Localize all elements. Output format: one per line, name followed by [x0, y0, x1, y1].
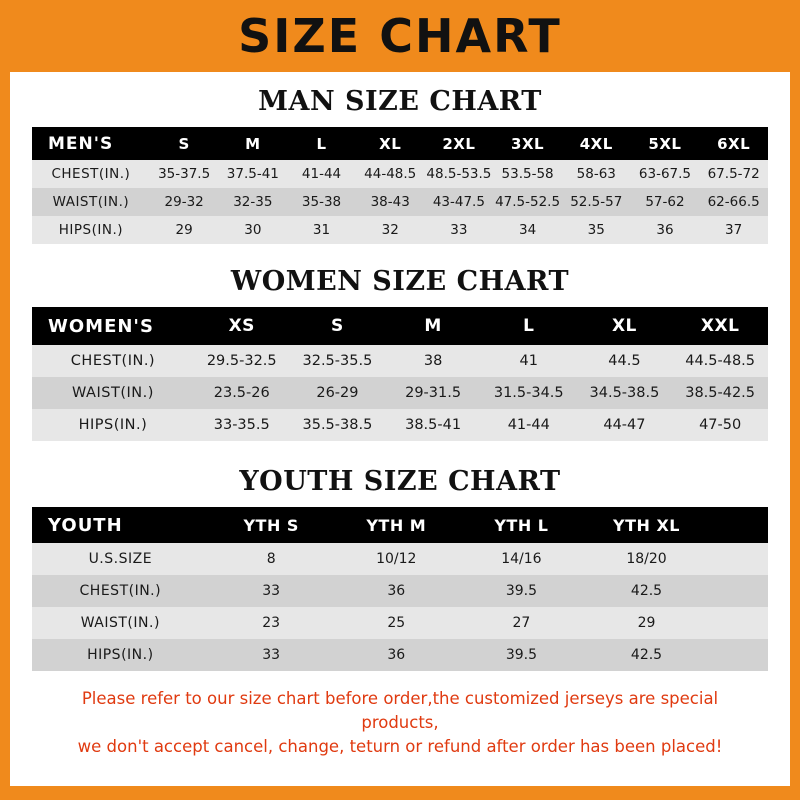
- col-header: YTH M: [366, 515, 427, 535]
- cell: 44.5-48.5: [685, 353, 756, 369]
- cell: 14/16: [501, 551, 542, 567]
- cell: 29-31.5: [405, 385, 462, 401]
- table-header-row: [32, 507, 768, 543]
- cell: 31: [312, 222, 331, 238]
- row-label: CHEST(IN.): [51, 166, 131, 182]
- cell: 39.5: [505, 647, 537, 663]
- row-label: WAIST(IN.): [52, 194, 130, 210]
- col-header: M: [424, 316, 442, 336]
- table-row: [32, 607, 768, 639]
- cell-spacer: [709, 575, 768, 607]
- table-row: [32, 639, 768, 671]
- cell: 23.5-26: [213, 385, 270, 401]
- col-header: XL: [611, 316, 637, 336]
- man-size-table: [32, 127, 768, 244]
- row-label: CHEST(IN.): [79, 583, 162, 599]
- cell: 10/12: [376, 551, 417, 567]
- row-label: HIPS(IN.): [87, 647, 154, 663]
- col-header: S: [331, 316, 344, 336]
- cell: 42.5: [630, 647, 663, 663]
- cell: 58-63: [576, 166, 616, 182]
- col-header: YTH S: [243, 515, 299, 535]
- cell: 44-47: [603, 417, 646, 433]
- cell: 35.5-38.5: [302, 417, 373, 433]
- table-row: [32, 216, 768, 244]
- cell: 32.5-35.5: [302, 353, 373, 369]
- page-title: SIZE CHART: [238, 9, 562, 63]
- bottom-accent-bar: [0, 786, 800, 800]
- col-header: M: [245, 134, 261, 153]
- cell: 38.5-42.5: [685, 385, 756, 401]
- cell: 30: [244, 222, 262, 238]
- cell: 26-29: [316, 385, 359, 401]
- cell: 35: [587, 222, 605, 238]
- cell: 29.5-32.5: [206, 353, 277, 369]
- women-section-title: WOMEN SIZE CHART: [230, 266, 570, 297]
- cell: 39.5: [505, 583, 537, 599]
- cell: 57-62: [645, 194, 685, 210]
- women-size-table: [32, 307, 768, 441]
- col-header: 3XL: [511, 134, 545, 153]
- col-header: XL: [379, 134, 402, 153]
- cell: 38-43: [370, 194, 410, 210]
- cell: 34: [518, 222, 537, 238]
- header-bar: [0, 0, 800, 72]
- cell: 34.5-38.5: [589, 385, 660, 401]
- cell: 47-50: [699, 417, 742, 433]
- cell: 41: [519, 353, 538, 369]
- cell: 33: [262, 647, 281, 663]
- col-header: YOUTH: [48, 514, 123, 536]
- cell: 33: [262, 583, 281, 599]
- cell: 53.5-58: [501, 166, 554, 182]
- row-label: HIPS(IN.): [58, 222, 124, 238]
- cell: 44-48.5: [364, 166, 417, 182]
- table-row: [32, 377, 768, 409]
- col-header-spacer: [709, 507, 768, 543]
- table-row: [32, 188, 768, 216]
- cell: 36: [387, 583, 406, 599]
- footer-note-line-2: we don't accept cancel, change, teturn or refund after order has been placed!: [77, 736, 723, 756]
- col-header: MEN'S: [48, 133, 114, 154]
- col-header: 2XL: [442, 134, 476, 153]
- cell: 32: [381, 222, 399, 238]
- cell-spacer: [709, 607, 768, 639]
- footer-note-line-1: Please refer to our size chart before order,the customized jerseys are special products,: [81, 689, 719, 732]
- cell: 29-32: [164, 194, 204, 210]
- cell: 37: [725, 222, 743, 238]
- row-label: CHEST(IN.): [70, 353, 156, 369]
- col-header: L: [316, 134, 327, 153]
- cell: 18/20: [626, 551, 667, 567]
- col-header: 6XL: [717, 134, 751, 153]
- col-header: L: [523, 316, 535, 336]
- cell: 38: [423, 353, 443, 369]
- cell: 33: [450, 222, 468, 238]
- cell: 35-38: [301, 194, 342, 210]
- cell: 44.5: [608, 353, 641, 369]
- col-header: 4XL: [579, 134, 613, 153]
- footer-note: [32, 687, 768, 759]
- col-header: XXL: [700, 316, 740, 336]
- cell: 25: [387, 615, 406, 631]
- cell: 52.5-57: [570, 194, 623, 210]
- table-header-row: [32, 307, 768, 345]
- table-row: [32, 160, 768, 188]
- row-label: WAIST(IN.): [80, 615, 160, 631]
- cell: 62-66.5: [707, 194, 760, 210]
- col-header: 5XL: [648, 134, 682, 153]
- cell: 47.5-52.5: [495, 194, 561, 210]
- cell: 33-35.5: [213, 417, 270, 433]
- cell: 36: [656, 222, 674, 238]
- content-area: [10, 86, 790, 759]
- cell: 36: [387, 647, 406, 663]
- cell: 42.5: [630, 583, 663, 599]
- col-header: YTH L: [494, 515, 549, 535]
- cell: 29: [175, 222, 193, 238]
- col-header: YTH XL: [613, 515, 680, 535]
- row-label: WAIST(IN.): [72, 385, 154, 401]
- cell: 23: [262, 615, 281, 631]
- cell: 43-47.5: [432, 194, 485, 210]
- cell: 27: [512, 615, 531, 631]
- cell: 35-37.5: [158, 166, 211, 182]
- youth-section-title: YOUTH SIZE CHART: [239, 466, 561, 497]
- cell: 41-44: [507, 417, 550, 433]
- table-header-row: [32, 127, 768, 160]
- row-label: U.S.SIZE: [88, 551, 153, 567]
- cell: 29: [637, 615, 656, 631]
- table-row: [32, 543, 768, 575]
- cell-spacer: [709, 639, 768, 671]
- col-header: S: [178, 134, 190, 153]
- cell: 38.5-41: [405, 417, 462, 433]
- man-section-title: MAN SIZE CHART: [258, 86, 542, 117]
- cell: 37.5-41: [226, 166, 279, 182]
- cell-spacer: [709, 543, 768, 575]
- youth-size-table: [32, 507, 768, 671]
- cell: 48.5-53.5: [426, 166, 492, 182]
- table-row: [32, 575, 768, 607]
- cell: 8: [266, 551, 276, 567]
- cell: 63-67.5: [638, 166, 691, 182]
- row-label: HIPS(IN.): [78, 417, 148, 433]
- cell: 41-44: [301, 166, 342, 182]
- cell: 67.5-72: [707, 166, 760, 182]
- table-row: [32, 409, 768, 441]
- table-row: [32, 345, 768, 377]
- cell: 32-35: [233, 194, 273, 210]
- col-header: WOMEN'S: [48, 315, 154, 337]
- cell: 31.5-34.5: [493, 385, 564, 401]
- col-header: XS: [228, 316, 255, 336]
